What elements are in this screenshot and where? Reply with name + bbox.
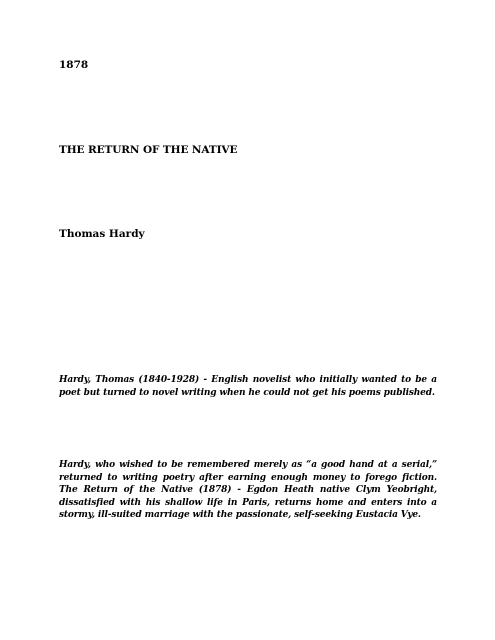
book-summary-paragraph: Hardy, who wished to be remembered merely as “a good hand at a serial,” returned to writing poetry after earning enough money to forego fiction. The Return of the Native (1878) - Egdon Heath native Clym Yeobright, dissatisfied with his shallow life in Paris, returns home and enters into a stormy, ill-suited marriage with the passionate, self-seeking Eustacia Vye. xyxy=(59,460,437,520)
publication-year: 1878 xyxy=(59,59,89,71)
author-bio-paragraph: Hardy, Thomas (1840-1928) - English novelist who initially wanted to be a poet but turned to novel writing when he could not get his poems published. xyxy=(59,375,437,398)
author-name: Thomas Hardy xyxy=(59,228,145,240)
book-title: THE RETURN OF THE NATIVE xyxy=(59,144,238,156)
